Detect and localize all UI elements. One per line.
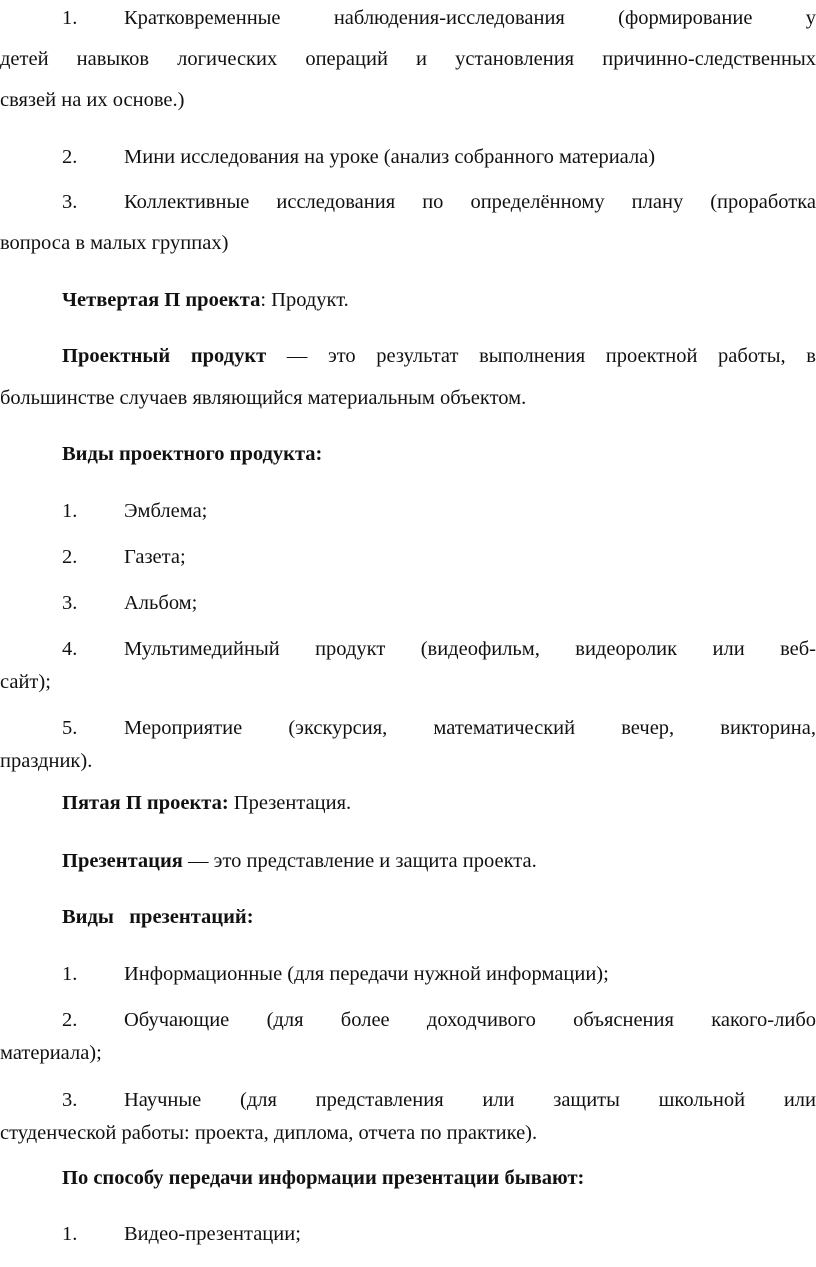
list-text: Информационные (для передачи нужной информации); — [124, 963, 609, 985]
list-text: Газета; — [124, 546, 186, 568]
list-text: Мини исследования на уроке (анализ собранного материала) — [124, 146, 656, 168]
list-text-continuation: вопроса в малых группах) — [0, 232, 229, 254]
definition-continuation: большинстве случаев являющийся материальным объектом. — [0, 387, 527, 409]
section-heading-bold: Четвертая П проекта — [62, 289, 261, 311]
list-number: 1. — [62, 963, 78, 985]
definition-term: Проектный продукт — [62, 345, 267, 367]
definition-term: Презентация — [62, 850, 183, 872]
list-text-continuation: студенческой работы: проекта, диплома, отчета по практике). — [0, 1122, 538, 1144]
list-number: 3. — [62, 191, 78, 213]
list-text-continuation: сайт); — [0, 671, 51, 693]
list-number: 1. — [62, 500, 78, 522]
list-text: Научные (для представления или защиты школьной или — [124, 1089, 816, 1111]
definition-text: — это представление и защита проекта. — [182, 850, 537, 872]
list-text: Мероприятие (экскурсия, математический вечер, викторина, — [124, 717, 816, 739]
section-heading-rest: Презентация. — [228, 792, 352, 814]
section-heading-bold: Пятая П проекта: — [62, 792, 229, 814]
section-heading-rest: : Продукт. — [260, 289, 349, 311]
presentation-types-heading: Виды презентаций: — [62, 906, 254, 928]
list-text: Кратковременные наблюдения-исследования (формирование у — [124, 7, 816, 29]
list-number: 2. — [62, 1009, 78, 1031]
list-text: Мультимедийный продукт (видеофильм, видеоролик или веб- — [124, 638, 816, 660]
list-number: 1. — [62, 7, 78, 29]
list-text-continuation: материала); — [0, 1042, 102, 1064]
product-types-heading: Виды проектного продукта: — [62, 443, 323, 465]
transfer-heading: По способу передачи информации презентации бывают: — [62, 1167, 585, 1189]
list-text: Обучающие (для более доходчивого объяснения какого-либо — [124, 1009, 816, 1031]
list-text-continuation: детей навыков логических операций и установления причинно-следственных — [0, 48, 816, 70]
list-number: 1. — [62, 1223, 78, 1245]
list-number: 3. — [62, 592, 78, 614]
list-number: 2. — [62, 546, 78, 568]
definition-text: — это результат выполнения проектной работы, в — [266, 345, 816, 367]
list-number: 2. — [62, 146, 78, 168]
list-number: 4. — [62, 638, 78, 660]
list-text: Видео-презентации; — [124, 1223, 301, 1245]
list-text: Коллективные исследования по определённому плану (проработка — [124, 191, 816, 213]
list-text: Эмблема; — [124, 500, 208, 522]
list-number: 3. — [62, 1089, 78, 1111]
list-text-continuation: связей на их основе.) — [0, 89, 185, 111]
list-text: Альбом; — [124, 592, 198, 614]
list-number: 5. — [62, 717, 78, 739]
list-text-continuation: праздник). — [0, 750, 93, 772]
